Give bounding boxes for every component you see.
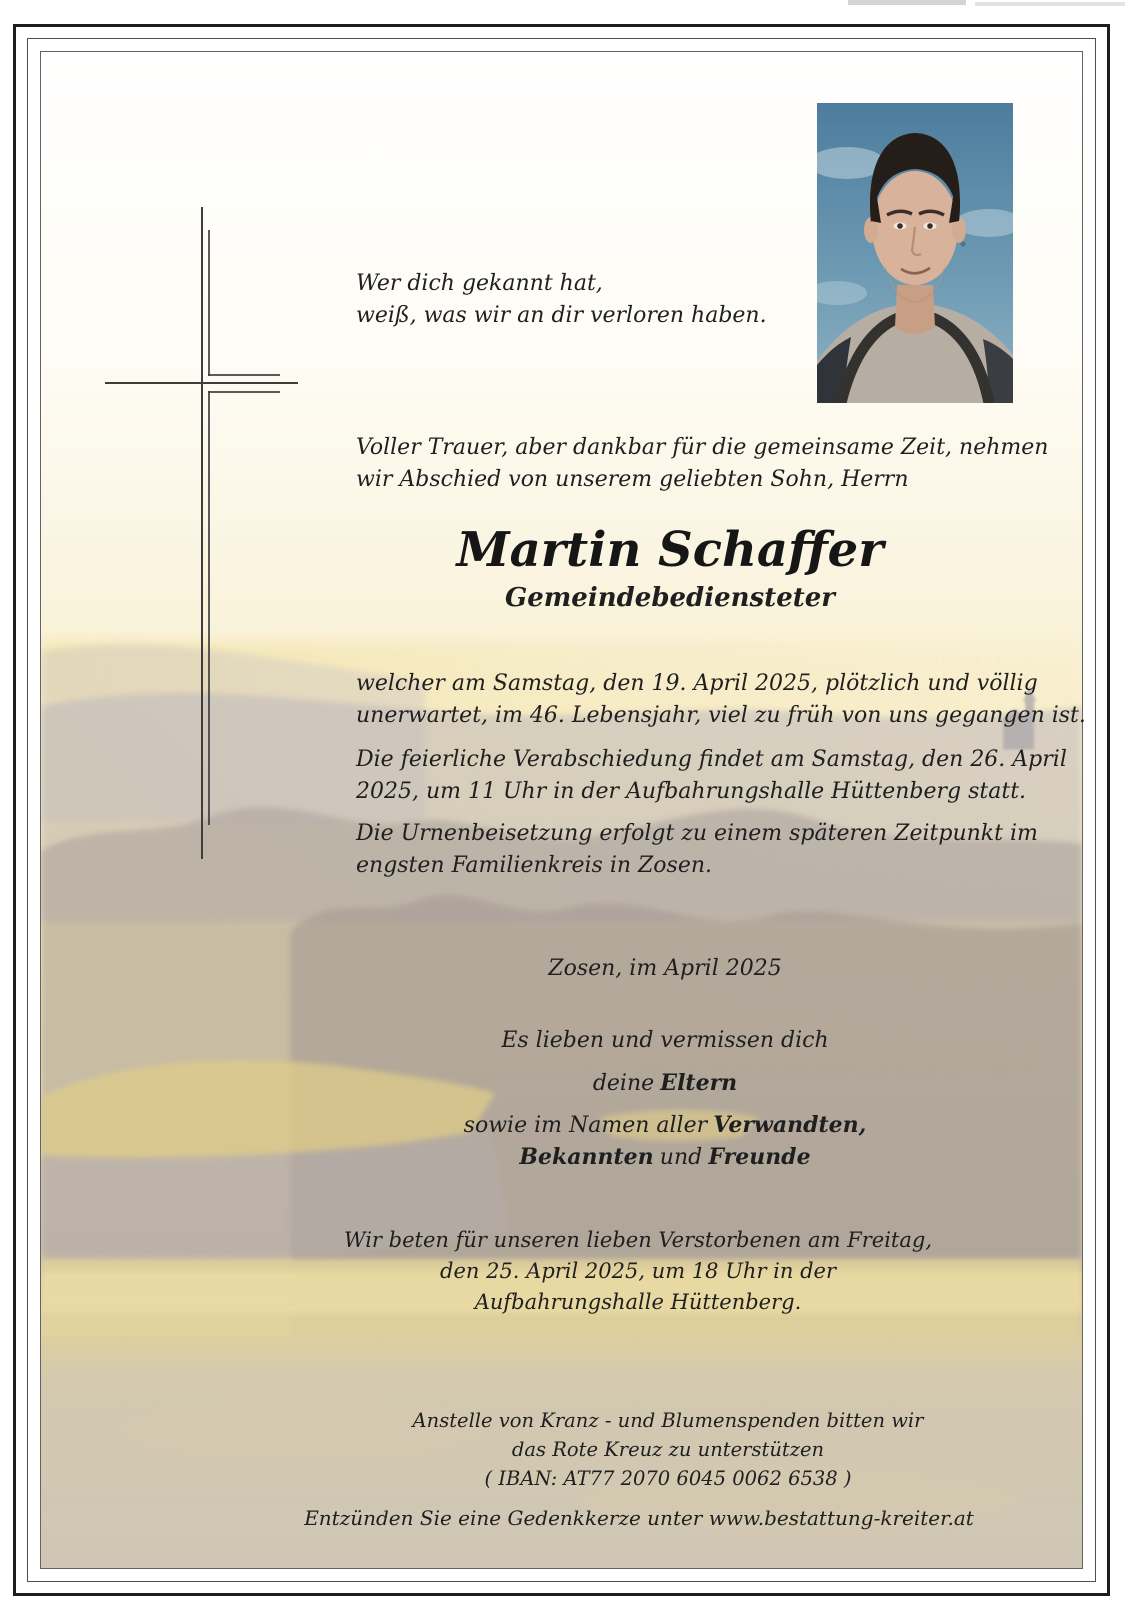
intro-line: Voller Trauer, aber dankbar für die gemeinsame Zeit, nehmen: [356, 435, 1049, 460]
mourners-text: und: [659, 1145, 703, 1170]
farewell-paragraph: [356, 744, 1067, 808]
death-line: unerwartet, im 46. Lebensjahr, viel zu früh von uns gegangen ist.: [356, 703, 1086, 728]
scan-artifact: [975, 2, 1125, 6]
mourners-parents: [340, 1070, 990, 1096]
mourners-friends: [340, 1144, 990, 1170]
urn-line: engsten Familienkreis in Zosen.: [356, 853, 713, 878]
quote-line: weiß, was wir an dir verloren haben.: [356, 303, 767, 328]
prayer-paragraph: [298, 1225, 978, 1318]
prayer-line: Wir beten für unseren lieben Verstorbenen am Freitag,: [343, 1228, 932, 1252]
cross-horizontal-line: [105, 382, 298, 384]
urn-paragraph: [356, 818, 1038, 882]
place-and-date: Zosen, im April 2025: [548, 956, 782, 981]
scan-artifact: [848, 0, 966, 5]
deceased-name: Martin Schaffer: [456, 522, 884, 578]
deceased-header: [345, 518, 995, 614]
death-line: welcher am Samstag, den 19. April 2025, plötzlich und völlig: [356, 671, 1038, 696]
portrait-photo: [817, 103, 1013, 403]
mourners-bold: Eltern: [660, 1070, 738, 1096]
death-paragraph: [356, 668, 1086, 732]
cross-offset-line: [208, 230, 210, 376]
farewell-line: 2025, um 11 Uhr in der Aufbahrungshalle Hüttenberg statt.: [356, 779, 1027, 804]
cross-offset-line: [208, 391, 210, 825]
cross-vertical-line: [201, 207, 203, 859]
mourners-text: sowie im Namen aller: [463, 1113, 708, 1138]
prayer-line: Aufbahrungshalle Hüttenberg.: [474, 1290, 802, 1314]
prayer-line: den 25. April 2025, um 18 Uhr in der: [440, 1259, 836, 1283]
memorial-candle-note: Entzünden Sie eine Gedenkkerze unter www.bestattung-kreiter.at: [304, 1506, 974, 1530]
mourners-intro: Es lieben und vermissen dich: [501, 1028, 829, 1053]
memorial-quote: [356, 268, 767, 332]
mourners-relatives: [340, 1112, 990, 1138]
cross-offset-line: [208, 391, 280, 393]
donation-line: Anstelle von Kranz - und Blumenspenden bitten wir: [412, 1409, 924, 1432]
donation-paragraph: [328, 1406, 1008, 1493]
intro-paragraph: [356, 432, 1048, 496]
mourners-bold: Freunde: [708, 1144, 811, 1170]
intro-line: wir Abschied von unserem geliebten Sohn, Herrn: [356, 467, 909, 492]
urn-line: Die Urnenbeisetzung erfolgt zu einem späteren Zeitpunkt im: [356, 821, 1038, 846]
mourners-text: deine: [592, 1071, 655, 1096]
cross-offset-line: [208, 374, 280, 376]
donation-line: das Rote Kreuz zu unterstützen: [511, 1438, 825, 1461]
mourners-bold: Verwandten,: [713, 1112, 867, 1138]
quote-line: Wer dich gekannt hat,: [356, 271, 603, 296]
donation-iban: ( IBAN: AT77 2070 6045 0062 6538 ): [484, 1467, 852, 1490]
deceased-occupation: Gemeindebediensteter: [505, 583, 835, 613]
mourners-bold: Bekannten: [519, 1144, 654, 1170]
farewell-line: Die feierliche Verabschiedung findet am Samstag, den 26. April: [356, 747, 1067, 772]
